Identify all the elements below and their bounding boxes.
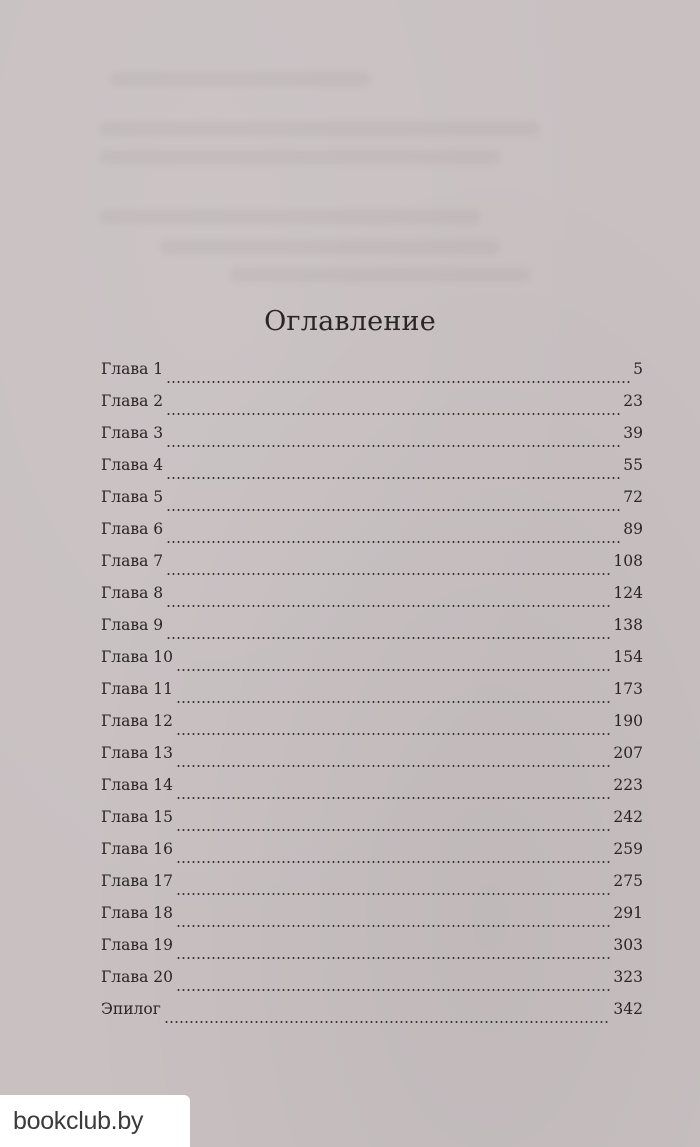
toc-title: Оглавление	[264, 306, 436, 337]
toc-entry-label: Глава 12	[101, 712, 173, 730]
toc-entry	[101, 936, 643, 968]
toc-entry	[101, 360, 643, 392]
show-through-text	[100, 122, 540, 136]
toc-entry-label: Глава 3	[101, 424, 164, 442]
toc-dot-leader	[176, 733, 610, 735]
toc-entry-page-number: 223	[613, 776, 643, 794]
show-through-text	[100, 210, 480, 224]
toc-entry	[101, 552, 643, 584]
toc-entry-page-number: 275	[613, 872, 643, 890]
toc-entry	[101, 520, 643, 552]
toc-entry	[101, 488, 643, 520]
toc-dot-leader	[176, 925, 610, 927]
toc-dot-leader	[166, 445, 620, 447]
toc-entry-label: Глава 5	[101, 488, 164, 506]
toc-entry-label: Глава 8	[101, 584, 164, 602]
toc-entry-label: Глава 20	[101, 968, 173, 986]
toc-dot-leader	[166, 605, 610, 607]
toc-entry	[101, 616, 643, 648]
toc-dot-leader	[176, 797, 610, 799]
toc-entry-page-number: 154	[613, 648, 643, 666]
toc-dot-leader	[166, 573, 610, 575]
toc-entry-label: Глава 14	[101, 776, 173, 794]
toc-entry-label: Глава 4	[101, 456, 164, 474]
toc-dot-leader	[166, 541, 620, 543]
toc-entry-page-number: 108	[613, 552, 643, 570]
toc-entry	[101, 776, 643, 808]
toc-entry-page-number: 138	[613, 616, 643, 634]
toc-entry-label: Глава 17	[101, 872, 173, 890]
toc-entry-label: Глава 10	[101, 648, 173, 666]
toc-dot-leader	[176, 701, 610, 703]
toc-entry	[101, 840, 643, 872]
toc-entry	[101, 968, 643, 1000]
toc-entry-page-number: 207	[613, 744, 643, 762]
show-through-text	[110, 72, 370, 86]
toc-entry-label: Глава 15	[101, 808, 173, 826]
toc-entry	[101, 648, 643, 680]
toc-entry-label: Глава 18	[101, 904, 173, 922]
toc-entry	[101, 1000, 643, 1032]
toc-entry	[101, 712, 643, 744]
watermark-text: bookclub.by	[13, 1106, 144, 1135]
toc-entry-label: Эпилог	[101, 1000, 161, 1018]
toc-entry-label: Глава 2	[101, 392, 164, 410]
toc-dot-leader	[166, 381, 630, 383]
show-through-text	[100, 150, 500, 164]
toc-entry-label: Глава 9	[101, 616, 164, 634]
toc-dot-leader	[176, 829, 610, 831]
toc-dot-leader	[166, 477, 620, 479]
toc-entry	[101, 872, 643, 904]
show-through-text	[230, 268, 530, 282]
toc-entry	[101, 808, 643, 840]
toc-dot-leader	[176, 765, 610, 767]
toc-entry	[101, 680, 643, 712]
toc-entry-page-number: 342	[613, 1000, 643, 1018]
toc-entry-page-number: 55	[623, 456, 643, 474]
toc-entry	[101, 392, 643, 424]
toc-dot-leader	[176, 957, 610, 959]
toc-entry-label: Глава 13	[101, 744, 173, 762]
toc-entry	[101, 456, 643, 488]
toc-list	[101, 360, 643, 1032]
show-through-text	[160, 240, 500, 254]
toc-dot-leader	[176, 861, 610, 863]
toc-entry-label: Глава 1	[101, 360, 164, 378]
toc-entry-page-number: 39	[623, 424, 643, 442]
toc-entry-page-number: 291	[613, 904, 643, 922]
toc-entry-page-number: 323	[613, 968, 643, 986]
toc-entry-page-number: 173	[613, 680, 643, 698]
toc-entry-page-number: 5	[633, 360, 643, 378]
toc-entry-page-number: 72	[623, 488, 643, 506]
toc-entry	[101, 424, 643, 456]
toc-entry-page-number: 89	[623, 520, 643, 538]
toc-entry	[101, 904, 643, 936]
toc-entry-label: Глава 6	[101, 520, 164, 538]
toc-entry	[101, 744, 643, 776]
toc-dot-leader	[176, 669, 610, 671]
toc-entry-page-number: 303	[613, 936, 643, 954]
toc-entry-label: Глава 11	[101, 680, 173, 698]
toc-entry-label: Глава 16	[101, 840, 173, 858]
toc-entry-page-number: 23	[623, 392, 643, 410]
toc-dot-leader	[176, 893, 610, 895]
toc-entry-page-number: 259	[613, 840, 643, 858]
toc-dot-leader	[164, 1021, 611, 1023]
toc-entry-page-number: 124	[613, 584, 643, 602]
toc-dot-leader	[166, 413, 620, 415]
toc-entry-page-number: 242	[613, 808, 643, 826]
toc-entry-label: Глава 19	[101, 936, 173, 954]
toc-dot-leader	[176, 989, 610, 991]
toc-entry	[101, 584, 643, 616]
site-watermark	[0, 1095, 190, 1147]
toc-entry-page-number: 190	[613, 712, 643, 730]
toc-dot-leader	[166, 637, 610, 639]
toc-dot-leader	[166, 509, 620, 511]
toc-entry-label: Глава 7	[101, 552, 164, 570]
